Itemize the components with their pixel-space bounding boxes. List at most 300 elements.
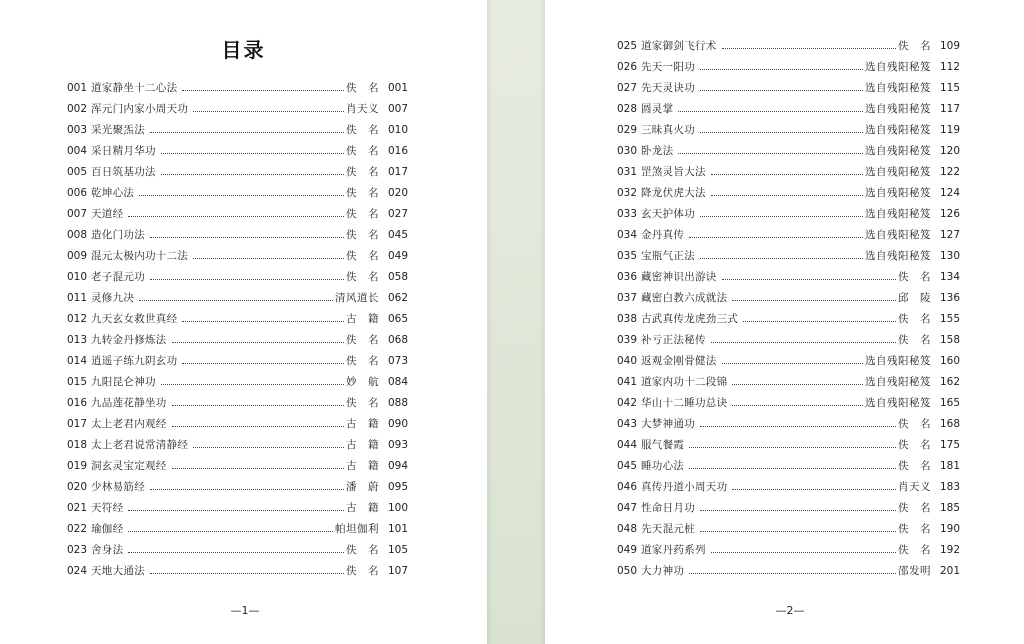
entry-source: 佚 名 [346, 82, 379, 94]
entry-title: 逍遥子练九阴玄功 [91, 355, 178, 367]
entry-title: 天符经 [91, 502, 124, 514]
entry-title: 大梦神通功 [641, 418, 695, 430]
entry-page-number: 158 [939, 334, 960, 346]
entry-source: 佚 名 [898, 418, 931, 430]
entry-source: 佚 名 [346, 565, 379, 577]
entry-source: 选自残阳秘笈 [865, 103, 931, 115]
entry-number: 042 [617, 397, 638, 409]
entry-page-number: 109 [939, 40, 960, 52]
entry-number: 014 [67, 355, 88, 367]
entry-title: 藏密神识出游诀 [641, 271, 717, 283]
entry-title: 老子混元功 [91, 271, 145, 283]
entry-title: 藏密白教六成就法 [641, 292, 728, 304]
leader-dots [161, 152, 344, 154]
toc-entry[interactable] [617, 498, 960, 519]
entry-title: 百日筑基功法 [91, 166, 156, 178]
entry-title: 卧龙法 [641, 145, 674, 157]
entry-title: 先天混元桩 [641, 523, 695, 535]
entry-source: 佚 名 [346, 544, 379, 556]
leader-dots [711, 173, 863, 175]
leader-dots [700, 68, 863, 70]
entry-page-number: 117 [939, 103, 960, 115]
entry-title: 道家御剑飞行术 [641, 40, 717, 52]
entry-number: 044 [617, 439, 638, 451]
entry-source: 肖天义 [898, 481, 931, 493]
leader-dots [182, 89, 344, 91]
entry-source: 佚 名 [898, 544, 931, 556]
toc-entry[interactable] [617, 36, 960, 57]
toc-entry[interactable] [67, 519, 408, 540]
toc-entry[interactable] [67, 372, 408, 393]
toc-entry[interactable] [617, 78, 960, 99]
entry-page-number: 100 [387, 502, 408, 514]
leader-dots [172, 404, 344, 406]
toc-entry[interactable] [67, 456, 408, 477]
toc-entry[interactable] [617, 477, 960, 498]
toc-entry[interactable] [617, 435, 960, 456]
entry-source: 选自残阳秘笈 [865, 145, 931, 157]
leader-dots [743, 320, 896, 322]
entry-title: 道家内功十二段锦 [641, 376, 728, 388]
toc-entry[interactable] [617, 519, 960, 540]
entry-title: 罡煞灵旨大法 [641, 166, 706, 178]
entry-title: 圆灵掌 [641, 103, 674, 115]
entry-source: 佚 名 [346, 208, 379, 220]
entry-source: 古 籍 [346, 502, 379, 514]
entry-title: 降龙伏虎大法 [641, 187, 706, 199]
toc-entry[interactable] [617, 246, 960, 267]
toc-entry[interactable] [617, 204, 960, 225]
leader-dots [161, 173, 344, 175]
entry-page-number: 049 [387, 250, 408, 262]
toc-entry[interactable] [617, 372, 960, 393]
toc-entry[interactable] [617, 120, 960, 141]
entry-source: 佚 名 [898, 523, 931, 535]
entry-source: 佚 名 [898, 313, 931, 325]
toc-entry[interactable] [67, 141, 408, 162]
entry-title: 华山十二睡功总诀 [641, 397, 728, 409]
entry-number: 016 [67, 397, 88, 409]
leader-dots [182, 320, 344, 322]
entry-source: 肖天义 [346, 103, 379, 115]
entry-number: 010 [67, 271, 88, 283]
leader-dots [128, 530, 333, 532]
entry-page-number: 162 [939, 376, 960, 388]
entry-page-number: 122 [939, 166, 960, 178]
entry-title: 补亏正法秘传 [641, 334, 706, 346]
leader-dots [139, 194, 344, 196]
entry-source: 佚 名 [346, 166, 379, 178]
entry-page-number: 065 [387, 313, 408, 325]
entry-title: 九转金丹修炼法 [91, 334, 167, 346]
entry-number: 037 [617, 292, 638, 304]
entry-title: 道家丹药系列 [641, 544, 706, 556]
toc-entry[interactable] [617, 309, 960, 330]
entry-number: 031 [617, 166, 638, 178]
toc-entry[interactable] [617, 288, 960, 309]
entry-title: 舍身法 [91, 544, 124, 556]
leader-dots [193, 257, 344, 259]
leader-dots [722, 278, 896, 280]
leader-dots [700, 530, 896, 532]
entry-source: 妙 航 [346, 376, 379, 388]
leader-dots [150, 131, 344, 133]
toc-entry[interactable] [67, 162, 408, 183]
entry-page-number: 134 [939, 271, 960, 283]
toc-entry[interactable] [67, 225, 408, 246]
toc-entry[interactable] [617, 57, 960, 78]
leader-dots [689, 446, 896, 448]
entry-title: 服气餐霞 [641, 439, 685, 451]
toc-entry[interactable] [67, 330, 408, 351]
entry-page-number: 105 [387, 544, 408, 556]
leader-dots [689, 236, 863, 238]
toc-entry[interactable] [617, 414, 960, 435]
leader-dots [193, 446, 344, 448]
toc-list-left [67, 78, 408, 582]
entry-title: 太上老君说常清静经 [91, 439, 189, 451]
entry-page-number: 093 [387, 439, 408, 451]
entry-source: 佚 名 [898, 271, 931, 283]
entry-source: 佚 名 [346, 334, 379, 346]
entry-title: 道家静坐十二心法 [91, 82, 178, 94]
entry-page-number: 027 [387, 208, 408, 220]
toc-entry[interactable] [617, 99, 960, 120]
entry-number: 025 [617, 40, 638, 52]
entry-source: 选自残阳秘笈 [865, 82, 931, 94]
entry-number: 049 [617, 544, 638, 556]
toc-entry[interactable] [617, 456, 960, 477]
entry-title: 性命日月功 [641, 502, 695, 514]
entry-number: 003 [67, 124, 88, 136]
entry-title: 天道经 [91, 208, 124, 220]
entry-page-number: 020 [387, 187, 408, 199]
entry-source: 古 籍 [346, 460, 379, 472]
entry-source: 佚 名 [346, 187, 379, 199]
leader-dots [700, 257, 863, 259]
toc-entry[interactable] [67, 204, 408, 225]
entry-page-number: 090 [387, 418, 408, 430]
leader-dots [172, 425, 344, 427]
entry-source: 佚 名 [346, 355, 379, 367]
entry-number: 047 [617, 502, 638, 514]
entry-page-number: 201 [939, 565, 960, 577]
entry-page-number: 126 [939, 208, 960, 220]
entry-number: 043 [617, 418, 638, 430]
entry-number: 048 [617, 523, 638, 535]
entry-number: 005 [67, 166, 88, 178]
toc-entry[interactable] [617, 141, 960, 162]
toc-list-right [617, 36, 960, 582]
entry-source: 佚 名 [898, 439, 931, 451]
entry-number: 013 [67, 334, 88, 346]
entry-number: 022 [67, 523, 88, 535]
entry-number: 020 [67, 481, 88, 493]
leader-dots [161, 383, 344, 385]
leader-dots [700, 89, 863, 91]
toc-entry[interactable] [617, 183, 960, 204]
entry-source: 佚 名 [898, 460, 931, 472]
book-gutter [487, 0, 545, 644]
toc-entry[interactable] [617, 393, 960, 414]
page-title: 目录 [221, 38, 266, 62]
page-footer-right: —2— [775, 604, 805, 617]
leader-dots [150, 488, 344, 490]
toc-entry[interactable] [67, 246, 408, 267]
entry-source: 选自残阳秘笈 [865, 397, 931, 409]
toc-entry[interactable] [617, 330, 960, 351]
entry-number: 039 [617, 334, 638, 346]
entry-source: 古 籍 [346, 439, 379, 451]
entry-title: 真传丹道小周天功 [641, 481, 728, 493]
entry-number: 050 [617, 565, 638, 577]
entry-number: 038 [617, 313, 638, 325]
leader-dots [689, 467, 896, 469]
entry-number: 030 [617, 145, 638, 157]
toc-entry[interactable] [67, 99, 408, 120]
toc-entry[interactable] [67, 120, 408, 141]
entry-page-number: 107 [387, 565, 408, 577]
entry-source: 佚 名 [346, 250, 379, 262]
entry-title: 玄天护体功 [641, 208, 695, 220]
entry-page-number: 119 [939, 124, 960, 136]
entry-number: 006 [67, 187, 88, 199]
left-page [0, 0, 487, 644]
leader-dots [172, 467, 344, 469]
entry-number: 036 [617, 271, 638, 283]
leader-dots [128, 215, 344, 217]
leader-dots [722, 362, 863, 364]
entry-page-number: 095 [387, 481, 408, 493]
entry-title: 九阳昆仑神功 [91, 376, 156, 388]
leader-dots [732, 299, 896, 301]
entry-number: 017 [67, 418, 88, 430]
entry-page-number: 130 [939, 250, 960, 262]
entry-title: 古武真传龙虎劲三式 [641, 313, 739, 325]
entry-source: 选自残阳秘笈 [865, 208, 931, 220]
entry-page-number: 127 [939, 229, 960, 241]
toc-entry[interactable] [67, 78, 408, 99]
leader-dots [732, 488, 896, 490]
leader-dots [128, 551, 344, 553]
entry-page-number: 175 [939, 439, 960, 451]
entry-title: 先天一阳功 [641, 61, 695, 73]
entry-source: 选自残阳秘笈 [865, 250, 931, 262]
entry-page-number: 124 [939, 187, 960, 199]
entry-title: 洞玄灵宝定观经 [91, 460, 167, 472]
entry-number: 028 [617, 103, 638, 115]
entry-source: 选自残阳秘笈 [865, 187, 931, 199]
entry-title: 九天玄女救世真经 [91, 313, 178, 325]
entry-title: 太上老君内观经 [91, 418, 167, 430]
entry-page-number: 045 [387, 229, 408, 241]
entry-source: 佚 名 [346, 397, 379, 409]
entry-source: 古 籍 [346, 313, 379, 325]
entry-number: 032 [617, 187, 638, 199]
entry-number: 004 [67, 145, 88, 157]
entry-number: 001 [67, 82, 88, 94]
entry-page-number: 094 [387, 460, 408, 472]
entry-number: 026 [617, 61, 638, 73]
entry-page-number: 181 [939, 460, 960, 472]
entry-page-number: 010 [387, 124, 408, 136]
entry-source: 佚 名 [898, 502, 931, 514]
leader-dots [732, 404, 863, 406]
leader-dots [700, 425, 896, 427]
leader-dots [689, 572, 896, 574]
toc-entry[interactable] [67, 477, 408, 498]
leader-dots [193, 110, 344, 112]
leader-dots [150, 572, 344, 574]
entry-number: 040 [617, 355, 638, 367]
entry-title: 乾坤心法 [91, 187, 135, 199]
entry-source: 选自残阳秘笈 [865, 355, 931, 367]
entry-number: 009 [67, 250, 88, 262]
entry-title: 三昧真火功 [641, 124, 695, 136]
entry-title: 混元太极内功十二法 [91, 250, 189, 262]
entry-number: 012 [67, 313, 88, 325]
entry-title: 采光聚炁法 [91, 124, 145, 136]
leader-dots [678, 152, 863, 154]
entry-source: 佚 名 [898, 40, 931, 52]
entry-source: 选自残阳秘笈 [865, 166, 931, 178]
entry-number: 041 [617, 376, 638, 388]
entry-source: 邵发明 [898, 565, 931, 577]
leader-dots [732, 383, 863, 385]
entry-page-number: 165 [939, 397, 960, 409]
toc-entry[interactable] [67, 498, 408, 519]
entry-title: 瑜伽经 [91, 523, 124, 535]
leader-dots [128, 509, 344, 511]
entry-number: 034 [617, 229, 638, 241]
entry-page-number: 183 [939, 481, 960, 493]
entry-number: 023 [67, 544, 88, 556]
entry-number: 015 [67, 376, 88, 388]
leader-dots [182, 362, 344, 364]
leader-dots [711, 194, 863, 196]
toc-entry[interactable] [67, 393, 408, 414]
entry-source: 佚 名 [346, 229, 379, 241]
leader-dots [139, 299, 333, 301]
entry-number: 027 [617, 82, 638, 94]
toc-entry[interactable] [67, 561, 408, 582]
entry-number: 033 [617, 208, 638, 220]
entry-source: 古 籍 [346, 418, 379, 430]
entry-page-number: 001 [387, 82, 408, 94]
leader-dots [722, 47, 896, 49]
entry-page-number: 160 [939, 355, 960, 367]
entry-title: 采日精月华功 [91, 145, 156, 157]
toc-entry[interactable] [67, 183, 408, 204]
toc-entry[interactable] [617, 351, 960, 372]
entry-page-number: 007 [387, 103, 408, 115]
toc-entry[interactable] [67, 351, 408, 372]
entry-title: 先天灵诀功 [641, 82, 695, 94]
entry-number: 002 [67, 103, 88, 115]
entry-source: 选自残阳秘笈 [865, 124, 931, 136]
entry-page-number: 115 [939, 82, 960, 94]
entry-page-number: 155 [939, 313, 960, 325]
leader-dots [172, 341, 344, 343]
leader-dots [711, 341, 896, 343]
entry-source: 清风道长 [335, 292, 379, 304]
toc-entry[interactable] [67, 435, 408, 456]
entry-page-number: 073 [387, 355, 408, 367]
leader-dots [711, 551, 896, 553]
entry-source: 选自残阳秘笈 [865, 229, 931, 241]
leader-dots [678, 110, 863, 112]
leader-dots [700, 131, 863, 133]
entry-page-number: 136 [939, 292, 960, 304]
leader-dots [700, 215, 863, 217]
entry-number: 046 [617, 481, 638, 493]
toc-entry[interactable] [617, 561, 960, 582]
entry-title: 返观金刚骨健法 [641, 355, 717, 367]
page-footer-left: —1— [230, 604, 260, 617]
toc-entry[interactable] [67, 309, 408, 330]
toc-entry[interactable] [67, 414, 408, 435]
entry-title: 金丹真传 [641, 229, 685, 241]
toc-entry[interactable] [617, 225, 960, 246]
toc-entry[interactable] [67, 288, 408, 309]
entry-source: 选自残阳秘笈 [865, 376, 931, 388]
leader-dots [700, 509, 896, 511]
entry-title: 九品莲花静坐功 [91, 397, 167, 409]
entry-page-number: 112 [939, 61, 960, 73]
entry-page-number: 101 [387, 523, 408, 535]
entry-source: 潘 蔚 [346, 481, 379, 493]
toc-entry[interactable] [67, 540, 408, 561]
entry-source: 选自残阳秘笈 [865, 61, 931, 73]
entry-number: 007 [67, 208, 88, 220]
entry-source: 邱 陵 [898, 292, 931, 304]
entry-title: 睡功心法 [641, 460, 685, 472]
entry-page-number: 084 [387, 376, 408, 388]
toc-entry[interactable] [617, 267, 960, 288]
entry-source: 佚 名 [346, 271, 379, 283]
entry-page-number: 185 [939, 502, 960, 514]
toc-entry[interactable] [67, 267, 408, 288]
toc-entry[interactable] [617, 540, 960, 561]
entry-title: 大力神功 [641, 565, 685, 577]
entry-title: 少林易筋经 [91, 481, 145, 493]
entry-source: 佚 名 [898, 334, 931, 346]
entry-page-number: 017 [387, 166, 408, 178]
entry-number: 024 [67, 565, 88, 577]
entry-number: 011 [67, 292, 88, 304]
entry-page-number: 016 [387, 145, 408, 157]
entry-title: 灵修九决 [91, 292, 135, 304]
entry-number: 008 [67, 229, 88, 241]
entry-title: 天地大通法 [91, 565, 145, 577]
entry-page-number: 058 [387, 271, 408, 283]
entry-source: 帕坦伽利 [335, 523, 379, 535]
leader-dots [150, 236, 344, 238]
entry-number: 029 [617, 124, 638, 136]
entry-source: 佚 名 [346, 124, 379, 136]
entry-page-number: 190 [939, 523, 960, 535]
entry-number: 021 [67, 502, 88, 514]
entry-number: 018 [67, 439, 88, 451]
entry-number: 035 [617, 250, 638, 262]
entry-number: 019 [67, 460, 88, 472]
leader-dots [150, 278, 344, 280]
entry-page-number: 068 [387, 334, 408, 346]
entry-page-number: 088 [387, 397, 408, 409]
entry-title: 浑元门内家小周天功 [91, 103, 189, 115]
entry-page-number: 192 [939, 544, 960, 556]
toc-entry[interactable] [617, 162, 960, 183]
